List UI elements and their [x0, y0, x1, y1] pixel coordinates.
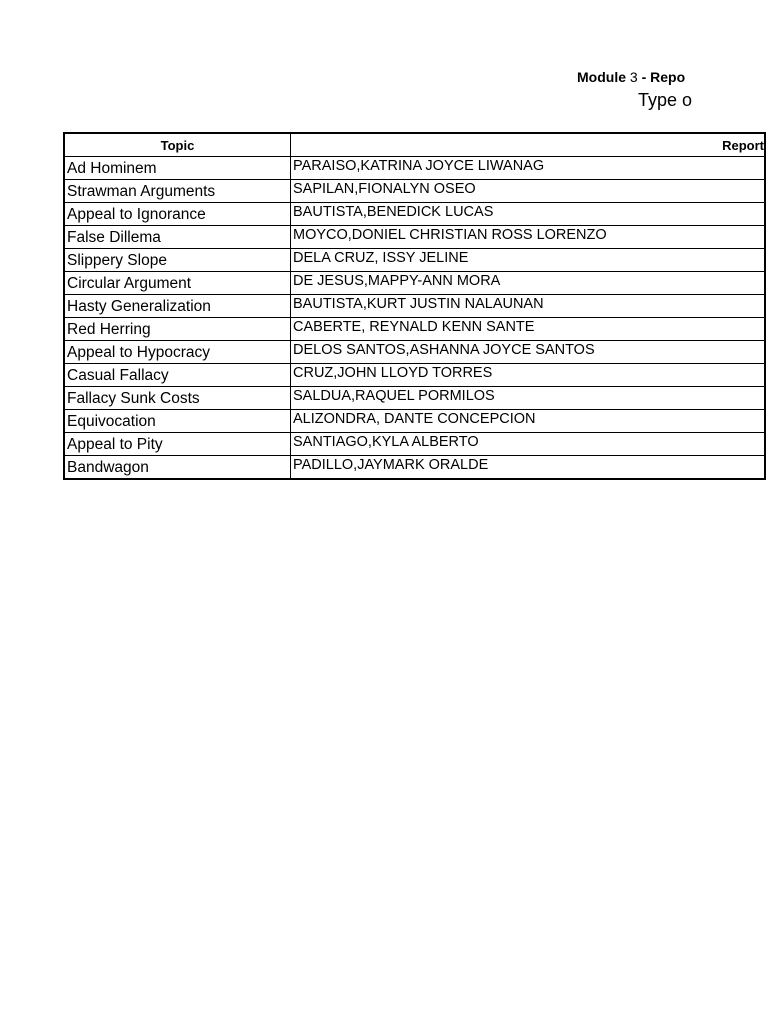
reporter-cell: MOYCO,DONIEL CHRISTIAN ROSS LORENZO — [291, 226, 765, 249]
reporter-cell: BAUTISTA,BENEDICK LUCAS — [291, 203, 765, 226]
topic-cell: Equivocation — [65, 410, 291, 433]
reporter-cell: DELOS SANTOS,ASHANNA JOYCE SANTOS — [291, 341, 765, 364]
table-row — [65, 226, 765, 249]
reporter-cell: CABERTE, REYNALD KENN SANTE — [291, 318, 765, 341]
table-row — [65, 295, 765, 318]
reporter-cell: PARAISO,KATRINA JOYCE LIWANAG — [291, 157, 765, 180]
table-row — [65, 157, 765, 180]
module-number: 3 — [629, 69, 638, 85]
module-label: Module — [577, 69, 626, 85]
reporter-cell: ALIZONDRA, DANTE CONCEPCION — [291, 410, 765, 433]
module-heading-rest: - Repo — [637, 69, 686, 85]
table-row — [65, 203, 765, 226]
topic-cell: Strawman Arguments — [65, 180, 291, 203]
topic-cell: Appeal to Pity — [65, 433, 291, 456]
table-row — [65, 433, 765, 456]
reporter-cell: DELA CRUZ, ISSY JELINE — [291, 249, 765, 272]
topic-cell: Bandwagon — [65, 456, 291, 479]
reporter-cell: BAUTISTA,KURT JUSTIN NALAUNAN — [291, 295, 765, 318]
table-row — [65, 387, 765, 410]
column-header-topic: Topic — [65, 134, 291, 157]
reporter-cell: DE JESUS,MAPPY-ANN MORA — [291, 272, 765, 295]
topic-cell: Appeal to Hypocracy — [65, 341, 291, 364]
document-subtitle: Type o — [638, 90, 693, 110]
topic-cell: Fallacy Sunk Costs — [65, 387, 291, 410]
table-row — [65, 456, 765, 479]
reporter-cell: PADILLO,JAYMARK ORALDE — [291, 456, 765, 479]
reporter-cell: CRUZ,JOHN LLOYD TORRES — [291, 364, 765, 387]
table-row — [65, 272, 765, 295]
table-row — [65, 364, 765, 387]
table-row — [65, 341, 765, 364]
table-header-row — [65, 134, 765, 157]
topic-cell: False Dillema — [65, 226, 291, 249]
topic-cell: Red Herring — [65, 318, 291, 341]
reporter-cell: SAPILAN,FIONALYN OSEO — [291, 180, 765, 203]
module-heading — [577, 69, 685, 85]
reporter-table — [64, 133, 765, 479]
reporter-cell: SANTIAGO,KYLA ALBERTO — [291, 433, 765, 456]
column-header-reporter: Report — [291, 134, 765, 157]
reporter-cell: SALDUA,RAQUEL PORMILOS — [291, 387, 765, 410]
table-row — [65, 180, 765, 203]
table-row — [65, 249, 765, 272]
topic-cell: Casual Fallacy — [65, 364, 291, 387]
topic-cell: Appeal to Ignorance — [65, 203, 291, 226]
topic-cell: Hasty Generalization — [65, 295, 291, 318]
topic-cell: Ad Hominem — [65, 157, 291, 180]
topic-cell: Circular Argument — [65, 272, 291, 295]
table-row — [65, 318, 765, 341]
topic-cell: Slippery Slope — [65, 249, 291, 272]
table-row — [65, 410, 765, 433]
